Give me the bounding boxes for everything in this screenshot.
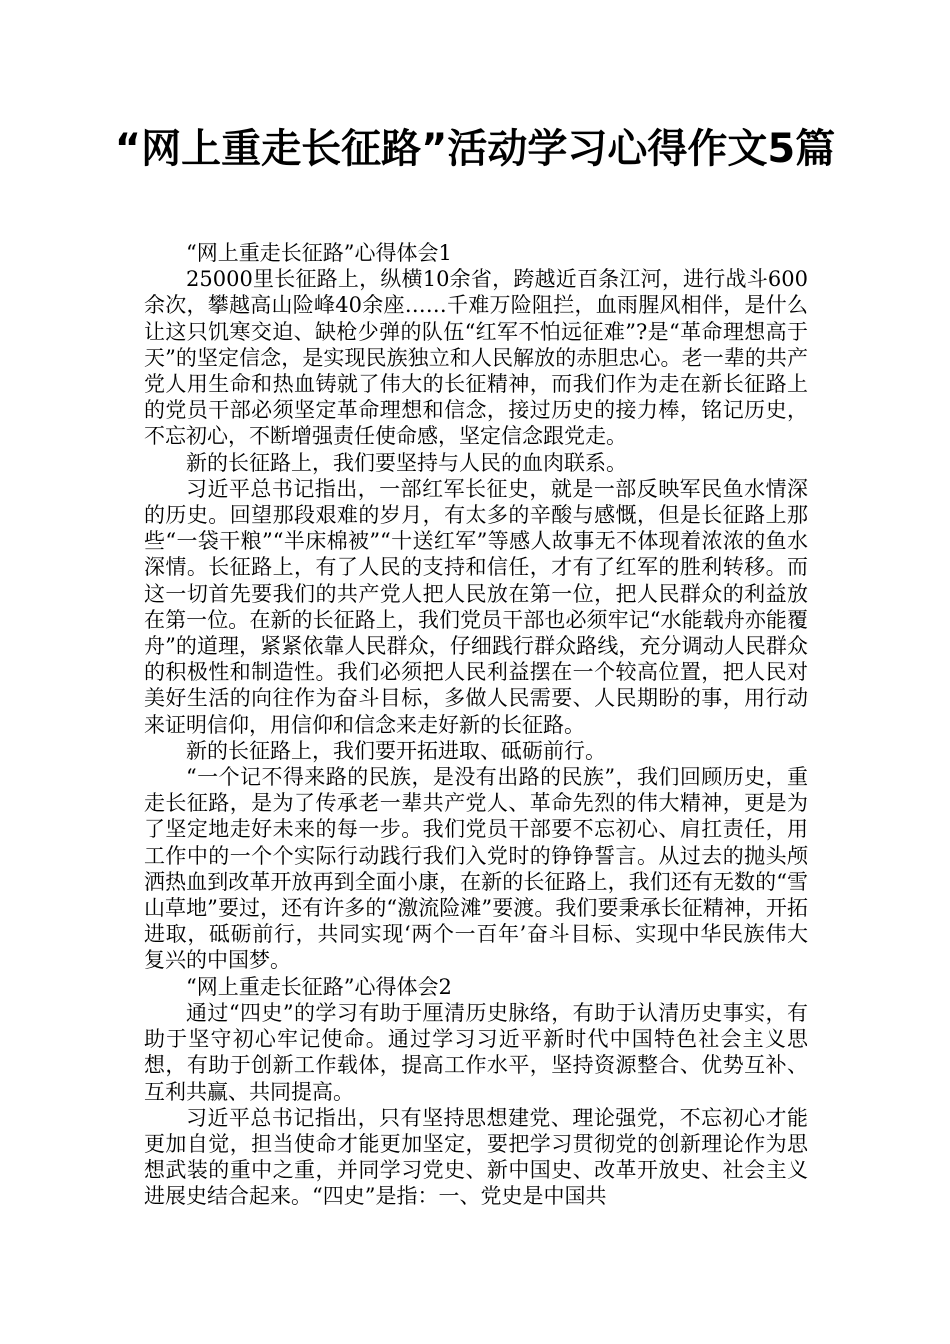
paragraph: 习近平总书记指出，一部红军长征史，就是一部反映军民鱼水情深的历史。回望那段艰难的岁月，有太多的辛酸与感慨，但是长征路上那些“一袋干粮”“半床棉被”“十送红军”等感人故事无不体现着浓浓的鱼水深情。长征路上，有了人民的支持和信任，才有了红军的胜利转移。而这一切首先要我们的共产党人把人民放在第一位，把人民群众的利益放在第一位。在新的长征路上，我们党员干部也必须牢记“水能载舟亦能覆舟”的道理，紧紧依靠人民群众，仔细践行群众路线，充分调动人民群众的积极性和制造性。我们必须把人民利益摆在一个较高位置，把人民对美好生活的向往作为奋斗目标，多做人民需要、人民期盼的事，用行动来证明信仰，用信仰和信念来走好新的长征路。	[144, 476, 808, 737]
section-heading-2: “网上重走长征路”心得体会2	[186, 974, 452, 999]
document-body	[144, 240, 808, 1210]
section-heading-1: “网上重走长征路”心得体会1	[186, 241, 452, 265]
paragraph: 通过“四史”的学习有助于厘清历史脉络，有助于认清历史事实，有助于坚守初心牢记使命。通过学习习近平新时代中国特色社会主义思想，有助于创新工作载体，提高工作水平，坚持资源整合、优势互补、互利共赢、共同提高。	[144, 1000, 808, 1104]
document-title: “网上重走长征路”活动学习心得作文5篇	[114, 126, 836, 172]
paragraph: 25000里长征路上，纵横10余省，跨越近百条江河，进行战斗600余次，攀越高山险峰40余座……千难万险阻拦，血雨腥风相伴，是什么让这只饥寒交迫、缺枪少弹的队伍“红军不怕远征难”?是“革命理想高于天”的坚定信念，是实现民族独立和人民解放的赤胆忠心。老一辈的共产党人用生命和热血铸就了伟大的长征精神，而我们作为走在新长征路上的党员干部必须坚定革命理想和信念，接过历史的接力棒，铭记历史，不忘初心，不断增强责任使命感，坚定信念跟党走。	[144, 267, 808, 449]
paragraph: “一个记不得来路的民族，是没有出路的民族”，我们回顾历史，重走长征路，是为了传承老一辈共产党人、革命先烈的伟大精神，更是为了坚定地走好未来的每一步。我们党员干部要不忘初心、肩扛责任，用工作中的一个个实际行动践行我们入党时的铮铮誓言。从过去的抛头颅洒热血到改革开放再到全面小康，在新的长征路上，我们还有无数的“雪山草地”要过，还有许多的“激流险滩”要渡。我们要秉承长征精神，开拓进取，砥砺前行，共同实现‘两个一百年’奋斗目标、实现中华民族伟大复兴的中国梦。	[144, 765, 808, 973]
paragraph: 习近平总书记指出，只有坚持思想建党、理论强党，不忘初心才能更加自觉，担当使命才能更加坚定，要把学习贯彻党的创新理论作为思想武装的重中之重，并同学习党史、新中国史、改革开放史、社会主义进展史结合起来。“四史”是指：一、党史是中国共	[144, 1105, 808, 1209]
paragraph: 新的长征路上，我们要坚持与人民的血肉联系。	[186, 450, 627, 475]
paragraph: 新的长征路上，我们要开拓进取、砥砺前行。	[186, 738, 606, 763]
